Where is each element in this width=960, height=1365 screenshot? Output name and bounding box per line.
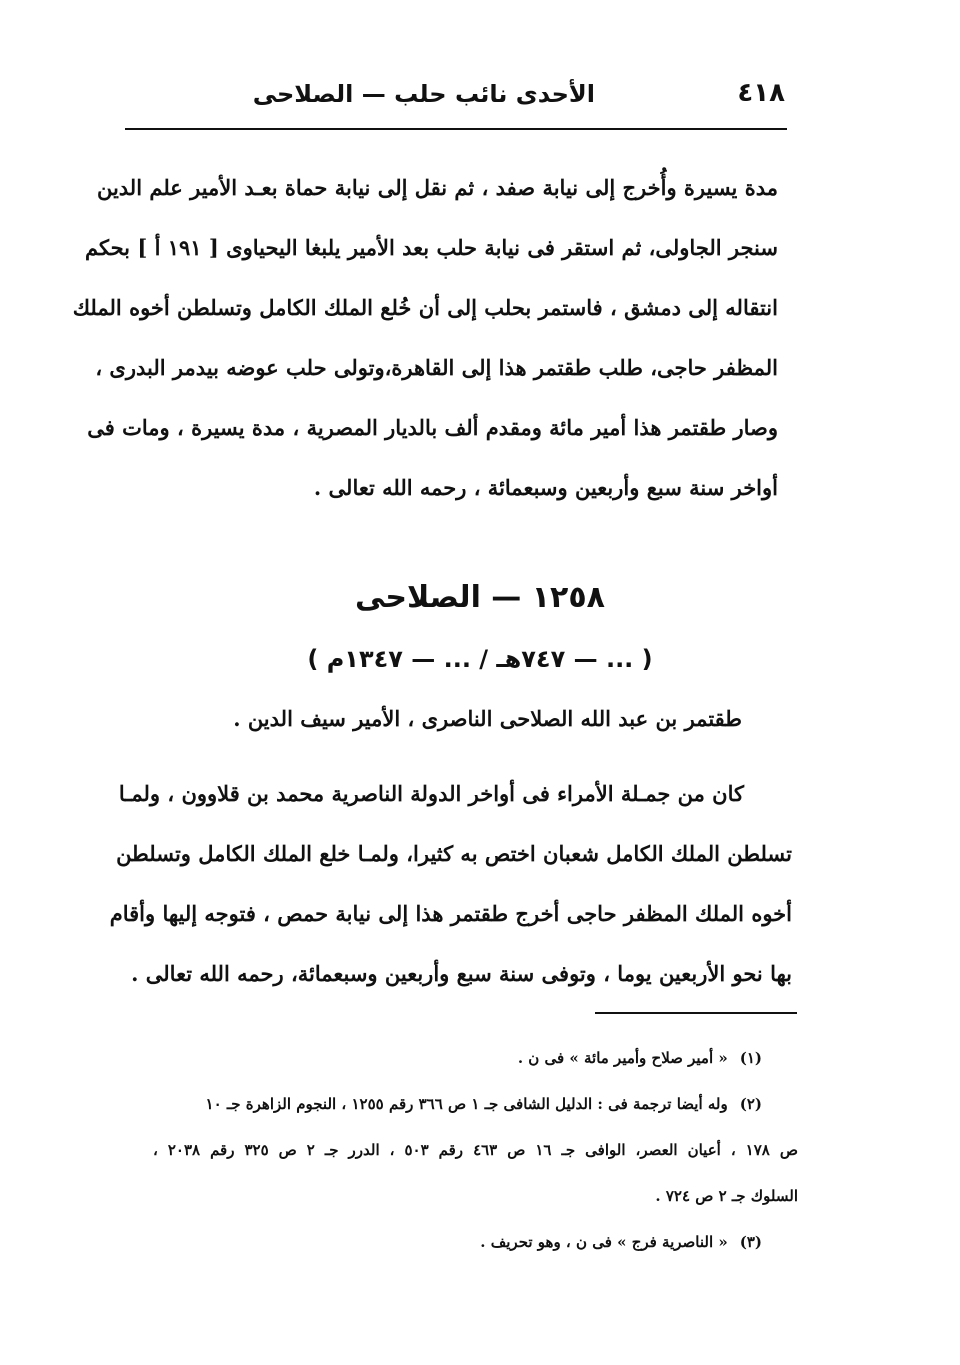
running-title: الأحدى نائب حلب — الصلاحى (252, 80, 595, 108)
footnote-text: « الناصرية فرج » فى ن ، وهو تحريف . (480, 1233, 728, 1251)
footnote-marker: (٢) (739, 1095, 762, 1113)
footnote-text: وله أيضا ترجمة فى : الدليل الشافى جـ ١ ص ٣٦٦ رقم ١٢٥٥ ، النجوم الزاهرة جـ ١٠ (205, 1095, 728, 1113)
running-header (125, 78, 785, 122)
footnote-3 (153, 1219, 798, 1265)
entry-heading: ١٢٥٨ — الصلاحى (355, 580, 605, 615)
text-line: مدة يسيرة وأُخرج إلى نيابة صفد ، ثم نقل إلى نيابة حماة بعـد الأمير علم الدين (96, 175, 778, 200)
footnote-marker: (٣) (739, 1233, 762, 1251)
footnote-2-continuation: ص ١٧٨ ، أعيان العصر، الوافى جـ ١٦ ص ٤٦٣ رقم ٥٠٣ ، الدرر جـ ٢ ص ٣٢٥ رقم ٢٠٣٨ ، (153, 1141, 798, 1159)
entry-paragraph (109, 764, 792, 1004)
footnote-marker: (١) (739, 1049, 762, 1067)
header-rule (125, 128, 787, 130)
text-line: المظفر حاجى، طلب طقتمر هذا إلى القاهرة،وتولى حلب عوضه بيدمر البدرى ، (95, 355, 778, 380)
footnotes (153, 1035, 798, 1265)
footnote-2-continuation: السلوك جـ ٢ ص ٧٢٤ . (655, 1187, 798, 1205)
entry-name-text: طقتمر بن عبد الله الصلاحى الناصرى ، الأمير سيف الدين . (233, 706, 742, 731)
entry-name (233, 706, 742, 731)
text-line: أخوه الملك المظفر حاجى أخرج طقتمر هذا إلى نيابة حمص ، فتوجه إليها وأقام (109, 901, 792, 926)
text-line: انتقاله إلى دمشق ، فاستمر بحلب إلى أن خُلع الملك الكامل وتسلطن أخوه الملك (72, 295, 778, 320)
footnote-text: « أمير صلاح وأمير مائة » فى ن . (517, 1049, 728, 1067)
text-line: أواخر سنة سبع وأربعين وسبعمائة ، رحمه الله تعالى . (313, 475, 778, 500)
footnote-2 (153, 1081, 798, 1127)
footnote-1 (153, 1035, 798, 1081)
text-line: كان من جمـلة الأمراء فى أواخر الدولة الناصرية محمد بن قلاوون ، ولمـا (118, 781, 744, 806)
text-line: بها نحو الأربعين يوما ، وتوفى سنة سبع وأربعين وسبعمائة، رحمه الله تعالى . (131, 961, 792, 986)
text-line: سنجر الجاولى، ثم استقر فى نيابة حلب بعد الأمير يلبغا اليحياوى [ ١٩١ أ ] بحكم (85, 235, 778, 260)
entry-dates: ( ... — ٧٤٧هـ / ... — ١٣٤٧م ) (307, 645, 653, 673)
page-number: ٤١٨ (737, 78, 785, 108)
footnote-rule (595, 1012, 797, 1014)
paragraph-continuation (72, 158, 778, 518)
text-line: وصار طقتمر هذا أمير مائة ومقدم ألف بالديار المصرية ، مدة يسيرة ، ومات فى (87, 415, 778, 440)
text-line: تسلطن الملك الكامل شعبان اختص به كثيرا، ولمـا خلع الملك الكامل وتسلطن (116, 841, 792, 866)
